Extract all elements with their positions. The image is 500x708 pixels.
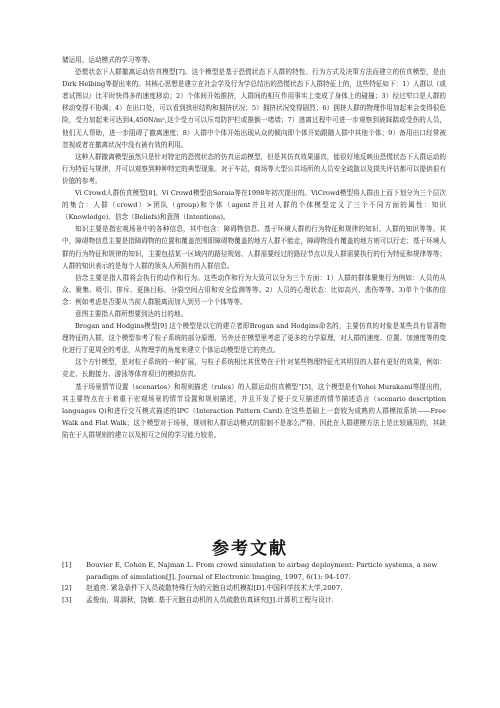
paragraph-brogan-hodgins: Brogan and Hodgins模型[9] 这个模型是以它的建立者即Brogan and Hodgins命名的，主要仿真的对象是某些具有显著物理特征的人群，这个模型参考了粒子系统的部分原理，另外还在模型里考虑了更多的力学原理，对人群的速度、位置、加速度等的变化进行了更周全的考虑，从物理学的角度来建立个体运动模型是它的亮点。: [62, 322, 446, 355]
reference-text: 孟俊仙，周淑秋，饶敏. 基于元胞自动机的人员疏散仿真研究[J].计算机工程与设计.: [86, 595, 334, 604]
reference-item: [62, 560, 446, 583]
paragraph-panic-model-summary: 这种人群撤离模型虽然只是针对特定的恐慌状态的仿真运动模型，但是其仿真效果逼真，能很好地反映出恐慌状态下人群运动的行为特征与规律，并可以观察到种种特定的典型现象。对于车站，商场等大型公共场所的人员安全疏散以及损失评估都可以提供很有价值的参考。: [62, 152, 446, 185]
paragraph-particle-extension: 这个方针模型，是对粒子系统的一种扩展，与粒子系统相比其优势在于针对某些物理特征尤其明显的人群有更好的效果，例如：竞走、长跑接力、游泳等体育项目的模拟仿真。: [62, 358, 446, 379]
reference-number: [1]: [62, 561, 72, 569]
reference-text: 赵道亮. 紧急条件下人员疏散特殊行为的元胞自动机模拟[D].中国科学技术大学,2007.: [86, 584, 343, 592]
body-text: [62, 54, 446, 441]
paragraph-vicrowd-model: Vi Crowd人群仿真模型[8]。Vi Crowd模型由Soraia等在1998年初次提出的。ViCrowd模型将人群由上而下划分为三个层次的集合：人群（crowd）>团队（group)和个体（agent并且对人群的个体模型定义了三个不同方面的属性：知识（Knowledge)、信念（Beliefs)和意图（Intentions)。: [62, 189, 446, 222]
paragraph-beliefs: 信念主要是指人群将会执行的动作和行为。这些动作和行为大致可以分为三个方面：1）人群的群体聚集行为例如：人员的从众、聚集、吸引、排斥、更换目标、分裂空间占用和安全监测等等。2）人员的心理状态：比如高兴、悲伤等等。3)单个个体的信念：例如考虑是否要从当前人群脱离而加入到另一个个体等等。: [62, 273, 446, 306]
references-heading: 参考文献: [212, 539, 288, 559]
reference-text: Bouvier E, Cohen E, Najman L. From crowd simulation to airbag deployment: Particle systems, a new paradigm of simulation[J]. Journal of Electronic Imaging, 1997, 6(1): 94-107.: [86, 561, 438, 581]
paragraph-continuation: 储运用、运动模式的学习等等。: [62, 56, 155, 64]
reference-item: [62, 583, 446, 595]
paragraph-scenario-rules: 基于场景情节设置（scenarios）和规则描述（rules）的人群运动仿真模型“[5]，这个模型是有Yohei Murakami等提出的，其主要特点在于着重于宏观场景的情节设置和规则描述，并且开发了便于交互描述的情节描述语言（scenario description languages Q)和进行交互模式描述的IPC（Interaction Pattern Card).在这些基础上一套较为成熟的人群模拟系统——Free Walk and Flat Walk；这个模型对于场景，规则和人群运动模式的限制不是那么严格，因此在人群建模方法上是比较通用的，其缺陷在于人群规则的建立以及相互之间的学习能力较差。: [62, 382, 446, 439]
paragraph-knowledge: 知识主要是指宏观场景中的各种信息，其中包含：障碍物信息、基于环境人群的行为特征和规律的知识、人群的知识等等。其中，障碍物信息主要是指障碍物的位置和覆盖范围即障碍物覆盖的地方人群不能走，障碍物没有覆盖的地方则可以行走；基于环境人群的行为特征和规律的知识，主要包括某一区域内的路径规划、人群需要经过的路径节点以及人群需要执行的行为特征和规律等等；人群的知识表示的是每个人群的领头人所拥有的人群信息。: [62, 225, 446, 270]
paragraph-intentions: 意图主要指人群所想要到达的目的地。: [75, 309, 188, 318]
reference-item: [62, 595, 446, 607]
reference-number: [3]: [62, 595, 72, 604]
reference-list: [62, 560, 446, 606]
paragraph-panic-model: 恐慌状态下人群撤离运动仿真模型[7]。这个模型是基于恐慌状态下人群的特性、行为方式及决策方法而建立的仿真模型，是由Dirk Helbing等提出来的。其核心思想是建立在社会学及行为学总结出的恐慌状态下人群特征上的，这些特征如下：1）人群以（或者试图以）比平时快得多的速度移动；2）个体间开始推挤，人群间的相互作用事实上变成了身体上的碰撞；3）经过窄口是人群的移动变得不协调；4）在出口处，可以看到拱形结构和拥挤状况；5）拥挤状况变得剧烈；6）拥挤人群的物理作用加起来会变得很危险，受力加起来可达到4,450N/m²,这个受力可以压弯防护栏或推倒一堵墙；7）逃离过程中可进一步观察到被踩踏或受伤的人员，他们无人帮助，进一步阻碍了撤离速度；8）人群中个体开始出现从众的倾向即个体开始跟随人群中其他个体；9）备用出口经常被忽视或者在撤离状况中没有被有效的利用。: [62, 68, 446, 149]
reference-number: [2]: [62, 584, 72, 592]
